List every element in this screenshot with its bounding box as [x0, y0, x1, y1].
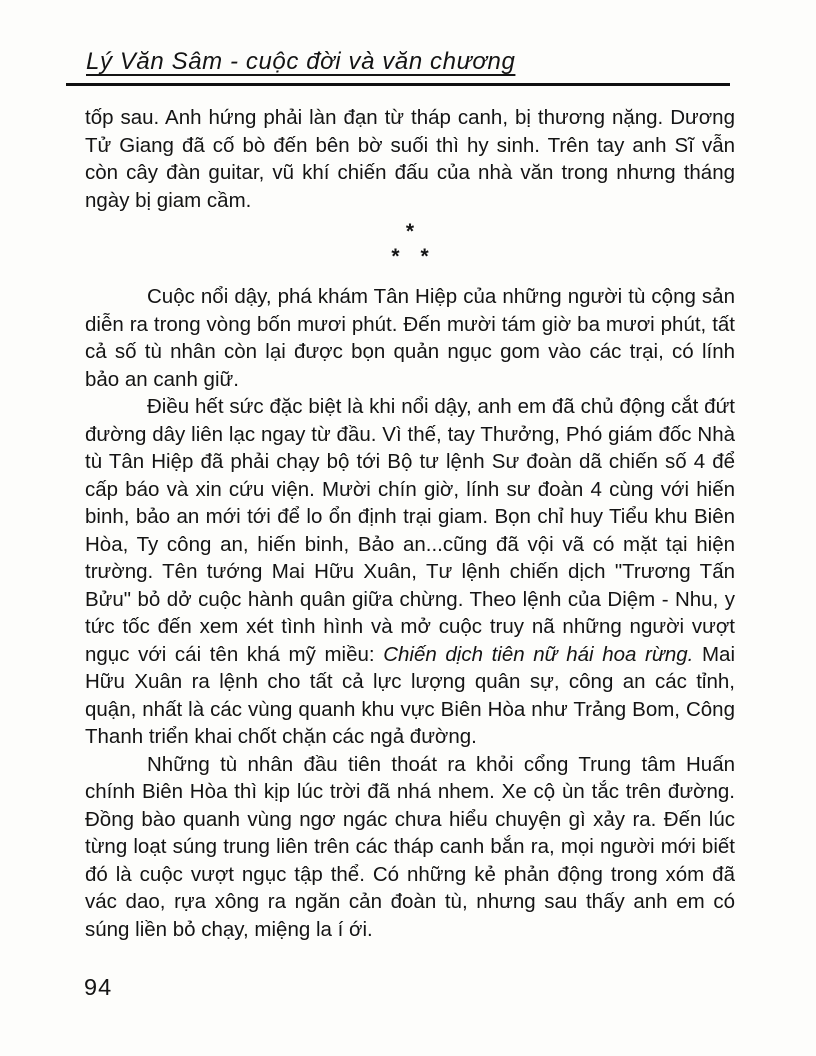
text-segment: Điều hết sức đặc biệt là khi nổi dậy, anh em đã chủ động cắt đứt đường dây liên lạc ngay từ đầu. Vì thế, tay Thưởng, Phó giám đốc Nhà tù Tân Hiệp đã phải chạy bộ tới Bộ tư lệnh Sư đoàn dã chiến số 4 để cấp báo và xin cứu viện. Mười chín giờ, lính sư đoàn 4 cùng với hiến binh, bảo an mới tới để lo ổn định trại giam. Bọn chỉ huy Tiểu khu Biên Hòa, Ty công an, hiến binh, Bảo an...cũng đã vội vã có mặt tại hiện trường. Tên tướng Mai Hữu Xuân, Tư lệnh chiến dịch "Trương Tấn Bửu" bỏ dở cuộc hành quân giữa chừng. Theo lệnh của Diệm - Nhu, y tức tốc đến xem xét tình hình và mở cuộc truy nã những người vượt ngục với cái tên khá mỹ miều:	[85, 395, 735, 666]
page-body	[85, 104, 735, 943]
text-segment: Những tù nhân đầu tiên thoát ra khỏi cổng Trung tâm Huấn chính Biên Hòa thì kịp lúc trời đã nhá nhem. Xe cộ ùn tắc trên đường. Đồng bào quanh vùng ngơ ngác chưa hiểu chuyện gì xảy ra. Đến lúc từng loạt súng trung liên trên các tháp canh bắn ra, mọi người mới biết đó là cuộc vượt ngục tập thể. Có những kẻ phản động trong xóm đã vác dao, rựa xông ra ngăn cản đoàn tù, nhưng sau thấy anh em có súng liền bỏ chạy, miệng la í ới.	[85, 752, 735, 941]
paragraph	[85, 104, 735, 214]
text-segment: Mai Hữu Xuân ra lệnh cho tất cả lực lượng quân sự, công an các tỉnh, quận, nhất là các vùng quanh khu vực Biên Hòa như Trảng Bom, Công Thanh triển khai chốt chặn các ngả đường.	[85, 642, 736, 748]
text-segment: Cuộc nổi dậy, phá khám Tân Hiệp của những người tù cộng sản diễn ra trong vòng bốn mươi phút. Đến mười tám giờ ba mươi phút, tất cả số tù nhân còn lại được bọn quản ngục gom vào các trại, có lính bảo an canh giữ.	[85, 285, 735, 391]
emphasized-text: Chiến dịch tiên nữ hái hoa rừng.	[383, 642, 694, 666]
running-header	[66, 48, 730, 86]
separator-asterisks: *	[405, 220, 415, 243]
page-footer	[84, 974, 112, 1001]
text-segment: tốp sau. Anh hứng phải làn đạn từ tháp canh, bị thương nặng. Dương Tử Giang đã cố bò đến bên bờ suối thì hy sinh. Trên tay anh Sĩ vẫn còn cây đàn guitar, vũ khí chiến đấu của nhà văn trong nhưng tháng ngày bị giam cầm.	[85, 106, 735, 212]
paragraph	[85, 393, 735, 751]
section-separator	[85, 219, 735, 269]
paragraph	[85, 751, 735, 944]
running-header-title: Lý Văn Sâm - cuộc đời và văn chương	[86, 48, 516, 75]
page-number: 94	[84, 974, 113, 1000]
paragraph	[85, 283, 735, 393]
separator-asterisks: * *	[391, 245, 429, 268]
